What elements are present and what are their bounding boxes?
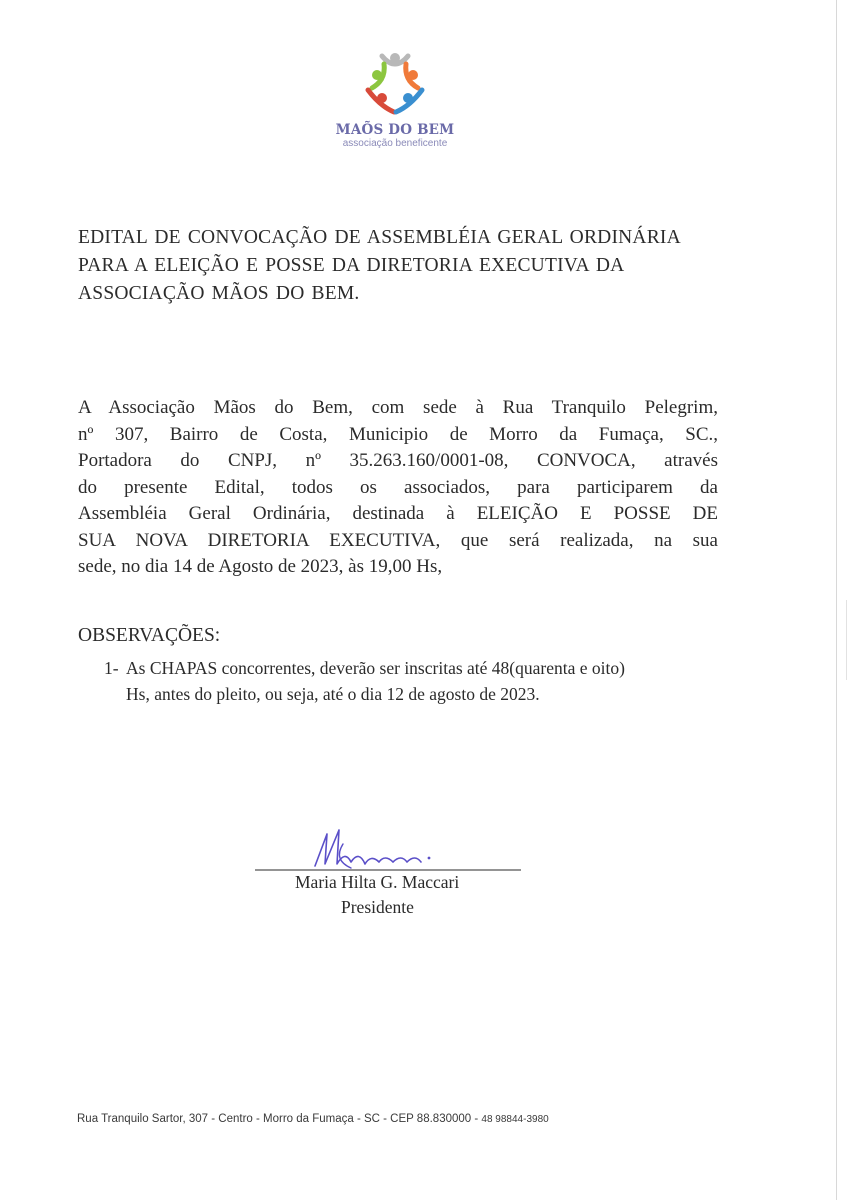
page-edge-line bbox=[836, 0, 837, 1200]
signature-block bbox=[255, 820, 525, 930]
paragraph-line: nº 307, Bairro de Costa, Municipio de Morro da Fumaça, SC., bbox=[78, 423, 718, 445]
title-line: ASSOCIAÇÃO MÃOS DO BEM. bbox=[78, 283, 360, 304]
observation-line: Hs, antes do pleito, ou seja, até o dia 12 de agosto de 2023. bbox=[126, 684, 540, 704]
observations-heading: OBSERVAÇÕES: bbox=[78, 625, 221, 646]
page-edge-mark bbox=[846, 600, 847, 680]
observation-text bbox=[126, 655, 625, 707]
logo-subtitle: associação beneficente bbox=[342, 138, 448, 149]
footer-address bbox=[77, 1113, 549, 1125]
paragraph-line: SUA NOVA DIRETORIA EXECUTIVA, que será realizada, na sua bbox=[78, 529, 718, 551]
observations-list bbox=[104, 655, 724, 707]
signatory-role: Presidente bbox=[341, 897, 414, 917]
footer-address-text: Rua Tranquilo Sartor, 307 - Centro - Morro da Fumaça - SC - CEP 88.830000 - bbox=[77, 1113, 482, 1125]
observation-line: As CHAPAS concorrentes, deverão ser inscritas até 48(quarenta e oito) bbox=[126, 658, 625, 678]
paragraph-line: A Associação Mãos do Bem, com sede à Rua Tranquilo Pelegrim, bbox=[78, 397, 718, 418]
observation-number: 1- bbox=[104, 658, 119, 678]
signatory-name: Maria Hilta G. Maccari bbox=[295, 872, 460, 892]
paragraph-line: Portadora do CNPJ, nº 35.263.160/0001-08, CONVOCA, através bbox=[78, 450, 718, 471]
convocation-paragraph bbox=[78, 395, 718, 581]
paragraph-line: sede, no dia 14 de Agosto de 2023, às 19,00 Hs, bbox=[78, 556, 443, 577]
logo-name: MAÕS DO BEM bbox=[335, 122, 455, 138]
hands-logo-icon bbox=[360, 50, 430, 120]
document-title bbox=[78, 224, 718, 308]
paragraph-line: do presente Edital, todos os associados, para participarem da bbox=[78, 476, 718, 498]
logo bbox=[330, 50, 460, 150]
observation-item bbox=[104, 655, 724, 707]
paragraph-line: Assembléia Geral Ordinária, destinada à ELEIÇÃO E POSSE DE bbox=[78, 503, 718, 524]
handwritten-signature bbox=[255, 820, 525, 880]
title-line: EDITAL DE CONVOCAÇÃO DE ASSEMBLÉIA GERAL ORDINÁRIA bbox=[78, 227, 681, 248]
footer-phone: 48 98844-3980 bbox=[481, 1114, 549, 1125]
title-line: PARA A ELEIÇÃO E POSSE DA DIRETORIA EXECUTIVA DA bbox=[78, 255, 625, 276]
